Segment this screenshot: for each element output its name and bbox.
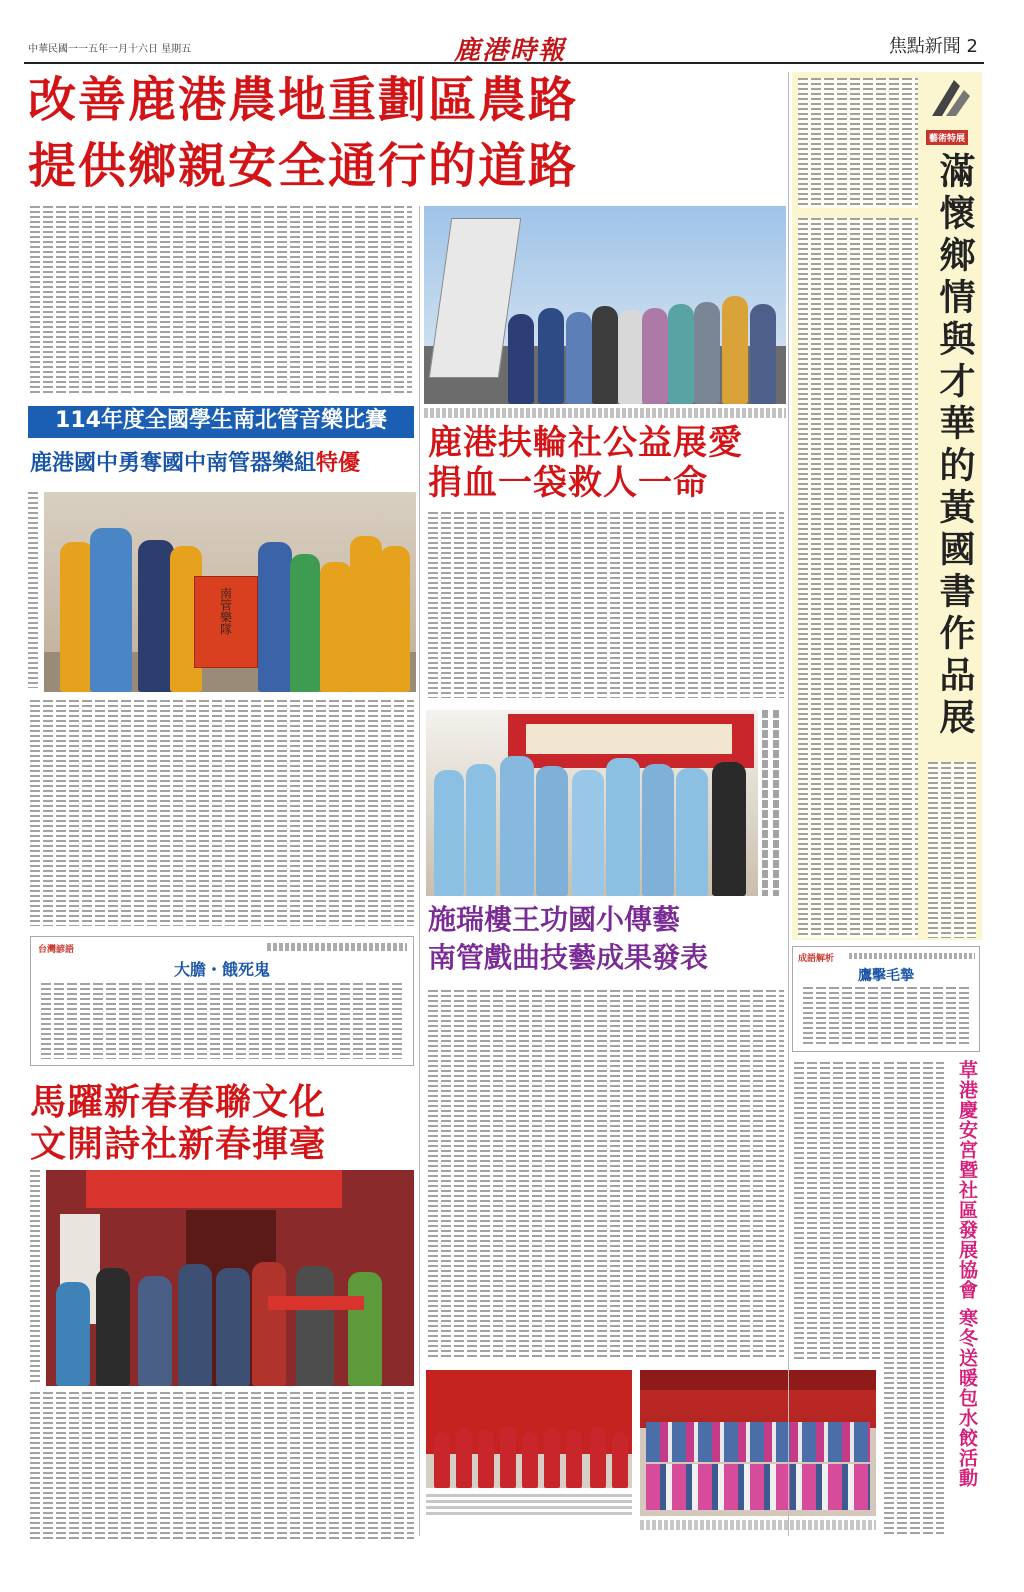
music-award-subhead <box>30 446 360 477</box>
art-exhibition-panel <box>792 72 982 940</box>
road-inspection-photo <box>424 206 786 404</box>
masthead <box>24 28 984 64</box>
blood-donation-photo <box>426 710 758 896</box>
exhibition-logo-icon <box>926 76 976 120</box>
spring-photo-caption <box>30 1170 42 1382</box>
art-vertical-title: 滿懷鄉情與才華的黃國書作品展 <box>934 152 976 740</box>
column-rule <box>788 72 789 1536</box>
section-name: 焦點新聞 2 <box>888 36 978 57</box>
spring-article-text <box>30 1392 414 1540</box>
music-award-text: 鹿港國中勇奪國中南管器樂組 <box>30 451 317 476</box>
school-headline-line1: 施瑞樓王功國小傳藝 <box>428 903 681 936</box>
spring-headline-line2: 文開詩社新春揮毫 <box>30 1123 327 1165</box>
issue-date: 中華民國一一五年一月十六日 星期五 <box>28 44 192 55</box>
music-competition-banner: 114年度全國學生南北管音樂比賽 <box>28 406 414 438</box>
road-photo-caption <box>424 408 786 418</box>
farm-road-article-text <box>30 206 412 394</box>
music-photo-caption <box>28 492 38 688</box>
idiom-box <box>30 936 414 1066</box>
music-article-text <box>30 700 414 926</box>
idiom-analysis-box <box>792 946 980 1052</box>
award-highlight: 特優 <box>316 451 361 476</box>
column-rule <box>419 206 420 1536</box>
dumpling-article-text <box>884 1062 944 1534</box>
rotary-headline-line1: 鹿港扶輪社公益展愛 <box>428 423 743 463</box>
idiom-analysis-tag: 成語解析 <box>798 954 835 964</box>
idiom-title: 大膽・餓死鬼 <box>173 960 270 979</box>
school-headline-line2: 南管戲曲技藝成果發表 <box>428 941 709 974</box>
rotary-article-text <box>428 512 784 698</box>
school-article-text <box>428 990 784 1360</box>
idiom-text <box>41 983 403 1059</box>
spring-calligraphy-photo <box>46 1170 414 1386</box>
spring-headline-line1: 馬躍新春春聯文化 <box>30 1081 327 1123</box>
school-performance-photo <box>426 1370 632 1488</box>
newspaper-name: 鹿港時報 <box>454 36 567 66</box>
dumpling-vertical-headline: 草港慶安宮暨社區發展協會 寒冬送暖包水餃活動 <box>956 1060 978 1488</box>
main-headline-line2: 提供鄉親安全通行的道路 <box>28 138 579 194</box>
dumpling-event-photo <box>640 1370 876 1516</box>
blood-photo-caption <box>762 710 784 896</box>
art-article-text-tail <box>928 762 976 938</box>
idiom-analysis-title: 鷹擊毛摯 <box>858 968 914 984</box>
art-article-text-top <box>798 78 918 208</box>
idiom-analysis-text <box>803 987 969 1045</box>
performance-photo-caption <box>426 1494 632 1518</box>
music-award-photo <box>44 492 416 692</box>
award-flag-text: 南管樂隊 <box>218 587 233 635</box>
art-article-text <box>798 218 918 938</box>
award-flag <box>194 576 258 668</box>
dumpling-article-text-2 <box>794 1062 880 1362</box>
art-tag: 藝術特展 <box>926 130 968 145</box>
main-headline-line1: 改善鹿港農地重劃區農路 <box>28 72 579 128</box>
rotary-headline-line2: 捐血一袋救人一命 <box>428 463 708 503</box>
idiom-tag: 台灣諺語 <box>38 945 75 955</box>
dumpling-photo-caption <box>640 1520 876 1530</box>
